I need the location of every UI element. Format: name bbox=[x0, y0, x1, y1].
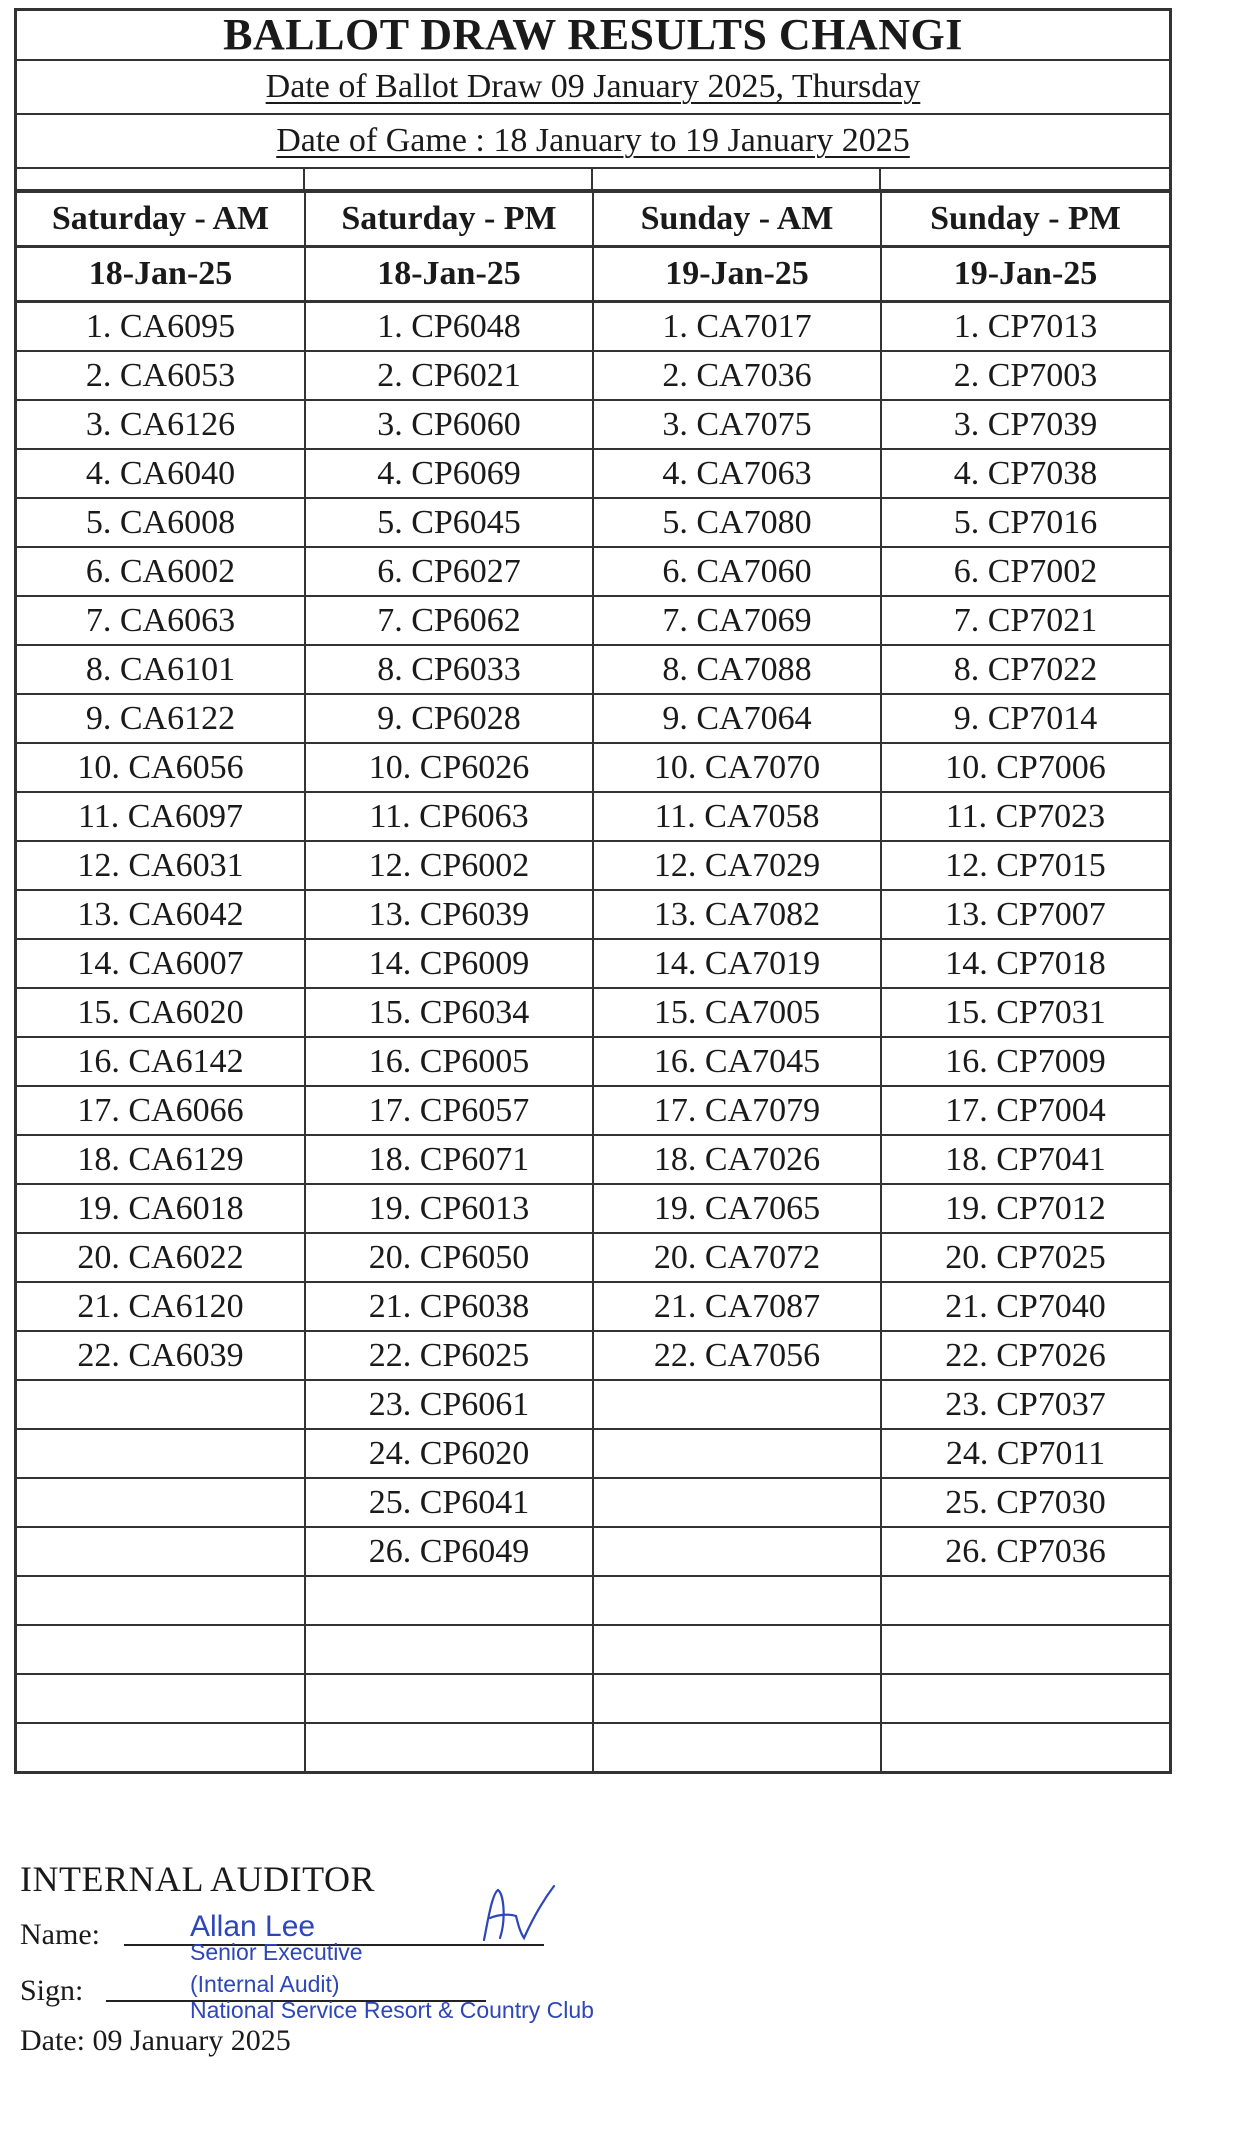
session-header: Sunday - AM bbox=[593, 192, 881, 247]
result-cell: 6. CP7002 bbox=[881, 547, 1169, 596]
result-cell: 24. CP6020 bbox=[305, 1429, 593, 1478]
result-cell: 2. CA6053 bbox=[17, 351, 305, 400]
table-row bbox=[17, 645, 1169, 694]
stamp-name: Allan Lee bbox=[190, 1910, 316, 1943]
table-row bbox=[17, 939, 1169, 988]
result-cell: 14. CA7019 bbox=[593, 939, 881, 988]
table-row bbox=[17, 841, 1169, 890]
internal-auditor-block bbox=[20, 1858, 720, 2058]
result-cell bbox=[593, 1478, 881, 1527]
result-cell: 18. CP7041 bbox=[881, 1135, 1169, 1184]
spacer-cell bbox=[881, 169, 1169, 189]
table-row bbox=[17, 596, 1169, 645]
result-cell: 23. CP6061 bbox=[305, 1380, 593, 1429]
table-row bbox=[17, 1674, 1169, 1723]
result-cell: 13. CA7082 bbox=[593, 890, 881, 939]
result-cell: 25. CP7030 bbox=[881, 1478, 1169, 1527]
stamp-title: Senior Executive bbox=[190, 1939, 363, 1965]
result-cell bbox=[305, 1625, 593, 1674]
ballot-date: Date of Ballot Draw 09 January 2025, Thursday bbox=[265, 68, 921, 105]
result-cell: 26. CP6049 bbox=[305, 1527, 593, 1576]
result-cell: 3. CA7075 bbox=[593, 400, 881, 449]
result-cell: 8. CA7088 bbox=[593, 645, 881, 694]
result-cell: 1. CP7013 bbox=[881, 302, 1169, 352]
date-header: 18-Jan-25 bbox=[305, 247, 593, 302]
result-cell: 3. CA6126 bbox=[17, 400, 305, 449]
result-cell: 2. CP7003 bbox=[881, 351, 1169, 400]
result-cell bbox=[17, 1429, 305, 1478]
result-cell: 19. CP7012 bbox=[881, 1184, 1169, 1233]
session-header-row bbox=[17, 192, 1169, 247]
table-row bbox=[17, 694, 1169, 743]
result-cell: 19. CA6018 bbox=[17, 1184, 305, 1233]
result-cell: 7. CA7069 bbox=[593, 596, 881, 645]
result-cell: 1. CP6048 bbox=[305, 302, 593, 352]
result-cell bbox=[593, 1380, 881, 1429]
session-header: Sunday - PM bbox=[881, 192, 1169, 247]
result-cell: 5. CA7080 bbox=[593, 498, 881, 547]
result-cell: 16. CA7045 bbox=[593, 1037, 881, 1086]
result-cell: 14. CP6009 bbox=[305, 939, 593, 988]
result-cell: 12. CP7015 bbox=[881, 841, 1169, 890]
result-cell: 10. CP6026 bbox=[305, 743, 593, 792]
result-cell: 10. CA7070 bbox=[593, 743, 881, 792]
result-cell: 25. CP6041 bbox=[305, 1478, 593, 1527]
result-cell bbox=[17, 1674, 305, 1723]
date-header: 19-Jan-25 bbox=[593, 247, 881, 302]
result-cell: 15. CP7031 bbox=[881, 988, 1169, 1037]
table-row bbox=[17, 449, 1169, 498]
result-cell: 20. CA7072 bbox=[593, 1233, 881, 1282]
header-spacer-row bbox=[17, 169, 1169, 191]
ballot-results-sheet bbox=[14, 8, 1172, 1774]
result-cell: 10. CP7006 bbox=[881, 743, 1169, 792]
table-row bbox=[17, 302, 1169, 352]
result-cell: 21. CA6120 bbox=[17, 1282, 305, 1331]
result-cell: 6. CP6027 bbox=[305, 547, 593, 596]
result-cell bbox=[17, 1478, 305, 1527]
result-cell: 8. CP7022 bbox=[881, 645, 1169, 694]
result-cell bbox=[305, 1723, 593, 1771]
result-cell: 6. CA6002 bbox=[17, 547, 305, 596]
game-date-row bbox=[17, 115, 1169, 169]
result-cell: 15. CA6020 bbox=[17, 988, 305, 1037]
stamp-department: (Internal Audit) bbox=[190, 1971, 340, 1997]
result-cell: 11. CP6063 bbox=[305, 792, 593, 841]
result-cell: 16. CA6142 bbox=[17, 1037, 305, 1086]
table-row bbox=[17, 498, 1169, 547]
table-row bbox=[17, 743, 1169, 792]
date-header: 19-Jan-25 bbox=[881, 247, 1169, 302]
date-header: 18-Jan-25 bbox=[17, 247, 305, 302]
result-cell: 12. CA6031 bbox=[17, 841, 305, 890]
session-header: Saturday - PM bbox=[305, 192, 593, 247]
result-cell: 7. CP6062 bbox=[305, 596, 593, 645]
result-cell: 18. CP6071 bbox=[305, 1135, 593, 1184]
signature-mark bbox=[470, 1880, 560, 1950]
sign-label: Sign: bbox=[20, 1974, 84, 2007]
session-header: Saturday - AM bbox=[17, 192, 305, 247]
table-row bbox=[17, 792, 1169, 841]
result-cell: 19. CP6013 bbox=[305, 1184, 593, 1233]
result-cell bbox=[593, 1429, 881, 1478]
result-cell: 17. CP7004 bbox=[881, 1086, 1169, 1135]
result-cell bbox=[881, 1674, 1169, 1723]
table-row bbox=[17, 890, 1169, 939]
table-row bbox=[17, 988, 1169, 1037]
table-row bbox=[17, 1527, 1169, 1576]
table-row bbox=[17, 1576, 1169, 1625]
result-cell bbox=[593, 1723, 881, 1771]
result-cell bbox=[593, 1674, 881, 1723]
result-cell bbox=[593, 1527, 881, 1576]
result-cell bbox=[305, 1674, 593, 1723]
result-cell bbox=[17, 1723, 305, 1771]
result-cell: 9. CP6028 bbox=[305, 694, 593, 743]
result-cell: 5. CA6008 bbox=[17, 498, 305, 547]
result-cell: 6. CA7060 bbox=[593, 547, 881, 596]
result-cell: 16. CP7009 bbox=[881, 1037, 1169, 1086]
result-cell: 4. CA7063 bbox=[593, 449, 881, 498]
result-cell: 8. CP6033 bbox=[305, 645, 593, 694]
result-cell: 11. CP7023 bbox=[881, 792, 1169, 841]
result-cell: 22. CP6025 bbox=[305, 1331, 593, 1380]
spacer-cell bbox=[593, 169, 881, 189]
result-cell: 13. CP6039 bbox=[305, 890, 593, 939]
table-row bbox=[17, 1086, 1169, 1135]
result-cell: 22. CP7026 bbox=[881, 1331, 1169, 1380]
result-cell: 4. CA6040 bbox=[17, 449, 305, 498]
result-cell: 9. CA6122 bbox=[17, 694, 305, 743]
result-cell bbox=[881, 1723, 1169, 1771]
table-row bbox=[17, 1478, 1169, 1527]
name-label: Name: bbox=[20, 1918, 100, 1951]
ballot-date-row bbox=[17, 61, 1169, 115]
result-cell: 16. CP6005 bbox=[305, 1037, 593, 1086]
page-title: BALLOT DRAW RESULTS CHANGI bbox=[17, 11, 1169, 61]
result-cell: 20. CA6022 bbox=[17, 1233, 305, 1282]
result-cell: 7. CA6063 bbox=[17, 596, 305, 645]
result-cell: 22. CA7056 bbox=[593, 1331, 881, 1380]
result-cell: 19. CA7065 bbox=[593, 1184, 881, 1233]
result-cell bbox=[17, 1576, 305, 1625]
table-row bbox=[17, 1233, 1169, 1282]
result-cell: 2. CP6021 bbox=[305, 351, 593, 400]
auditor-heading: INTERNAL AUDITOR bbox=[20, 1859, 375, 1899]
result-cell: 4. CP6069 bbox=[305, 449, 593, 498]
result-cell: 20. CP7025 bbox=[881, 1233, 1169, 1282]
spacer-cell bbox=[305, 169, 593, 189]
table-row bbox=[17, 1380, 1169, 1429]
result-cell: 15. CA7005 bbox=[593, 988, 881, 1037]
result-cell: 13. CP7007 bbox=[881, 890, 1169, 939]
name-line bbox=[20, 1900, 720, 1965]
result-cell: 9. CA7064 bbox=[593, 694, 881, 743]
table-row bbox=[17, 547, 1169, 596]
table-row bbox=[17, 400, 1169, 449]
result-cell: 21. CP7040 bbox=[881, 1282, 1169, 1331]
result-cell: 1. CA6095 bbox=[17, 302, 305, 352]
result-cell: 20. CP6050 bbox=[305, 1233, 593, 1282]
result-cell: 5. CP7016 bbox=[881, 498, 1169, 547]
audit-date: Date: 09 January 2025 bbox=[20, 2024, 291, 2057]
table-row bbox=[17, 1723, 1169, 1771]
result-cell: 18. CA6129 bbox=[17, 1135, 305, 1184]
result-cell: 22. CA6039 bbox=[17, 1331, 305, 1380]
result-cell: 24. CP7011 bbox=[881, 1429, 1169, 1478]
result-cell: 12. CA7029 bbox=[593, 841, 881, 890]
result-cell: 3. CP6060 bbox=[305, 400, 593, 449]
result-cell: 17. CP6057 bbox=[305, 1086, 593, 1135]
results-frame bbox=[14, 8, 1172, 1774]
result-cell: 3. CP7039 bbox=[881, 400, 1169, 449]
result-cell: 7. CP7021 bbox=[881, 596, 1169, 645]
result-cell: 12. CP6002 bbox=[305, 841, 593, 890]
result-cell: 17. CA7079 bbox=[593, 1086, 881, 1135]
results-table bbox=[17, 191, 1169, 1771]
result-cell: 21. CA7087 bbox=[593, 1282, 881, 1331]
result-cell: 10. CA6056 bbox=[17, 743, 305, 792]
table-row bbox=[17, 1135, 1169, 1184]
result-cell: 9. CP7014 bbox=[881, 694, 1169, 743]
result-cell: 15. CP6034 bbox=[305, 988, 593, 1037]
table-row bbox=[17, 1625, 1169, 1674]
result-cell: 11. CA7058 bbox=[593, 792, 881, 841]
result-cell bbox=[881, 1576, 1169, 1625]
table-row bbox=[17, 351, 1169, 400]
result-cell: 17. CA6066 bbox=[17, 1086, 305, 1135]
result-cell: 14. CA6007 bbox=[17, 939, 305, 988]
date-header-row bbox=[17, 247, 1169, 302]
result-cell: 14. CP7018 bbox=[881, 939, 1169, 988]
result-cell: 18. CA7026 bbox=[593, 1135, 881, 1184]
result-cell: 1. CA7017 bbox=[593, 302, 881, 352]
result-cell bbox=[17, 1625, 305, 1674]
result-cell: 21. CP6038 bbox=[305, 1282, 593, 1331]
result-cell: 8. CA6101 bbox=[17, 645, 305, 694]
results-body bbox=[17, 302, 1169, 1772]
result-cell bbox=[881, 1625, 1169, 1674]
table-row bbox=[17, 1184, 1169, 1233]
result-cell: 11. CA6097 bbox=[17, 792, 305, 841]
result-cell: 13. CA6042 bbox=[17, 890, 305, 939]
game-date: Date of Game : 18 January to 19 January 2025 bbox=[276, 122, 910, 159]
result-cell bbox=[17, 1380, 305, 1429]
result-cell bbox=[593, 1576, 881, 1625]
result-cell: 2. CA7036 bbox=[593, 351, 881, 400]
result-cell: 23. CP7037 bbox=[881, 1380, 1169, 1429]
result-cell: 4. CP7038 bbox=[881, 449, 1169, 498]
stamp-organisation: National Service Resort & Country Club bbox=[190, 1997, 594, 2023]
sign-line bbox=[20, 1956, 720, 2023]
table-row bbox=[17, 1282, 1169, 1331]
table-row bbox=[17, 1037, 1169, 1086]
result-cell bbox=[17, 1527, 305, 1576]
result-cell bbox=[305, 1576, 593, 1625]
table-row bbox=[17, 1429, 1169, 1478]
result-cell: 26. CP7036 bbox=[881, 1527, 1169, 1576]
result-cell: 5. CP6045 bbox=[305, 498, 593, 547]
spacer-cell bbox=[17, 169, 305, 189]
table-row bbox=[17, 1331, 1169, 1380]
result-cell bbox=[593, 1625, 881, 1674]
